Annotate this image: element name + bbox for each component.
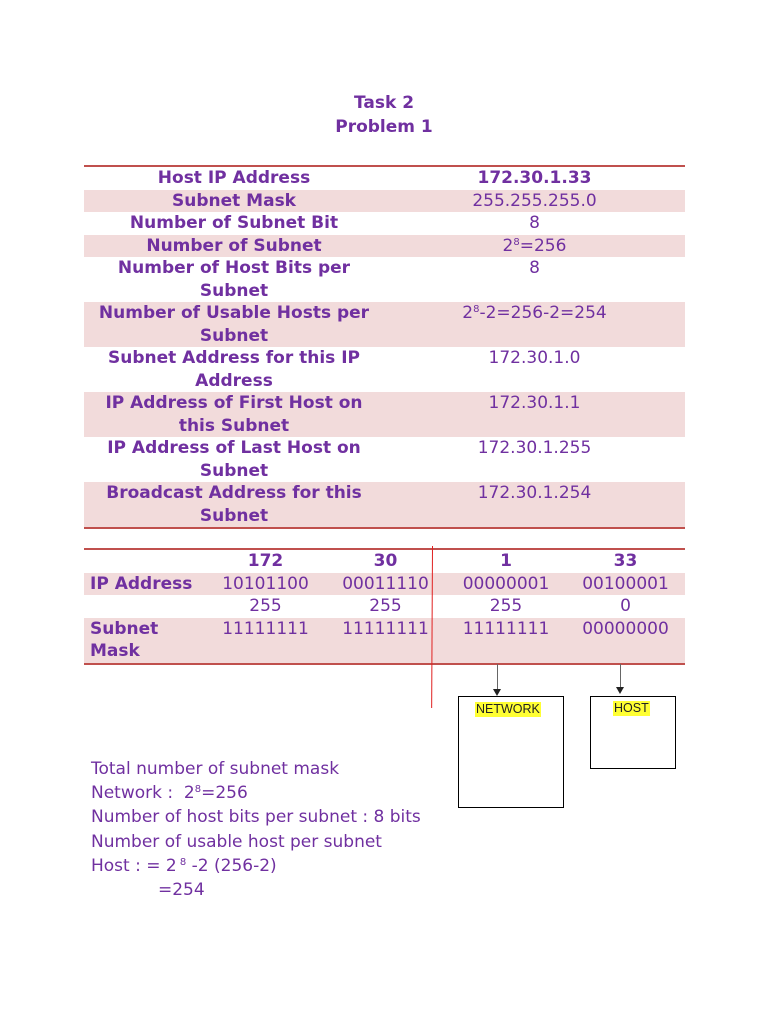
note-exponent: 8 [176, 856, 187, 868]
network-box [458, 696, 564, 808]
note-text: -2 (256-2) [186, 855, 277, 876]
label-line: Number of Usable Hosts per [98, 303, 370, 323]
row-label: IP Address [90, 573, 193, 594]
table-row [84, 167, 685, 190]
table-cell: 255 [369, 596, 402, 616]
label-line: Subnet [199, 505, 269, 526]
row-value: 172.30.1.33 [477, 168, 592, 188]
table-cell: 255 [249, 596, 282, 616]
label-line: Subnet [199, 460, 269, 481]
label-line: Subnet [90, 618, 159, 639]
note-line: Number of usable host per subnet [91, 831, 382, 852]
row-value: 172.30.1.254 [477, 483, 592, 503]
row-value [384, 302, 685, 347]
table-cell: 11111111 [222, 618, 309, 639]
label-line: Subnet Address for this IP [107, 348, 360, 368]
row-label [84, 482, 384, 527]
network-arrow-line [497, 664, 498, 692]
row-label: Host IP Address [157, 168, 311, 188]
table-cell: 11111111 [342, 618, 429, 639]
row-label: Number of Subnet [146, 235, 322, 256]
label-line: Mask [90, 641, 140, 661]
label-line: Number of Host Bits per [117, 258, 351, 278]
note-text: Host : = 2 [91, 855, 177, 876]
network-label: NETWORK [476, 702, 540, 716]
label-line: IP Address of Last Host on [107, 438, 361, 458]
table-row [84, 212, 685, 235]
label-line: Broadcast Address for this [106, 483, 362, 503]
row-label: Subnet Mask [171, 190, 296, 211]
row-value: 255.255.255.0 [472, 190, 597, 211]
header-cell: 172 [247, 551, 284, 571]
label-line: Subnet [199, 325, 269, 346]
table-row [84, 257, 685, 302]
value-exponent: 8 [513, 236, 520, 248]
table-cell: 00000000 [582, 618, 669, 639]
binary-table [84, 548, 685, 665]
table-cell: 00011110 [342, 573, 429, 594]
table-row [84, 437, 685, 482]
note-line: Number of host bits per subnet : 8 bits [91, 807, 421, 828]
header-cell: 1 [500, 551, 512, 571]
subnet-info-table [84, 165, 685, 529]
header-cell: 33 [613, 551, 638, 571]
header-cell: 30 [373, 551, 398, 571]
page-title: Task 2 [353, 93, 415, 113]
page-subtitle: Problem 1 [335, 117, 433, 137]
value-base: 2 [502, 235, 514, 256]
row-value: 8 [529, 258, 540, 278]
row-value: 172.30.1.0 [488, 348, 581, 368]
table-cell: 00100001 [582, 573, 669, 594]
row-value [384, 235, 685, 258]
table-row [84, 392, 685, 437]
host-label: HOST [614, 701, 649, 715]
row-value: 8 [529, 213, 540, 233]
table-row [84, 482, 685, 527]
table-cell: 0 [620, 596, 631, 616]
table-row [84, 302, 685, 347]
host-box [590, 696, 676, 769]
row-value: 172.30.1.255 [477, 438, 592, 458]
value-rest: =256 [519, 235, 567, 256]
row-label: Number of Subnet Bit [129, 213, 339, 233]
note-text: =256 [201, 783, 248, 804]
table-row [84, 347, 685, 392]
label-line: IP Address of First Host on [105, 393, 363, 413]
table-cell: 11111111 [462, 618, 550, 639]
note-line: Total number of subnet mask [91, 759, 340, 779]
arrow-down-icon [493, 689, 501, 696]
header-cell [84, 550, 206, 573]
table-row [84, 235, 685, 258]
row-label [84, 347, 384, 392]
value-base: 2 [462, 303, 474, 323]
row-label [84, 302, 384, 347]
row-value: 172.30.1.1 [488, 393, 581, 413]
value-rest: -2=256-2=254 [479, 303, 607, 323]
label-line: Subnet [199, 280, 269, 301]
label-line: Address [195, 370, 273, 391]
note-line: =254 [158, 880, 205, 901]
row-label [84, 437, 384, 482]
table-row [84, 595, 685, 618]
table-row [84, 573, 685, 596]
note-line [91, 781, 421, 805]
table-header-row [84, 550, 685, 573]
arrow-down-icon [616, 687, 624, 694]
row-label [84, 618, 206, 663]
calculation-notes [91, 757, 421, 902]
row-label [84, 392, 384, 437]
note-line [91, 854, 421, 878]
value-exponent: 8 [473, 304, 480, 315]
table-cell: 00000001 [462, 573, 550, 594]
table-cell: 10101100 [222, 573, 309, 594]
table-cell: 255 [489, 596, 523, 616]
table-row [84, 190, 685, 213]
table-row [84, 618, 685, 663]
row-label [84, 257, 384, 302]
row-label [84, 595, 206, 618]
note-text: Network : 2 [91, 783, 195, 804]
label-line: this Subnet [178, 415, 290, 436]
note-exponent: 8 [194, 784, 202, 796]
